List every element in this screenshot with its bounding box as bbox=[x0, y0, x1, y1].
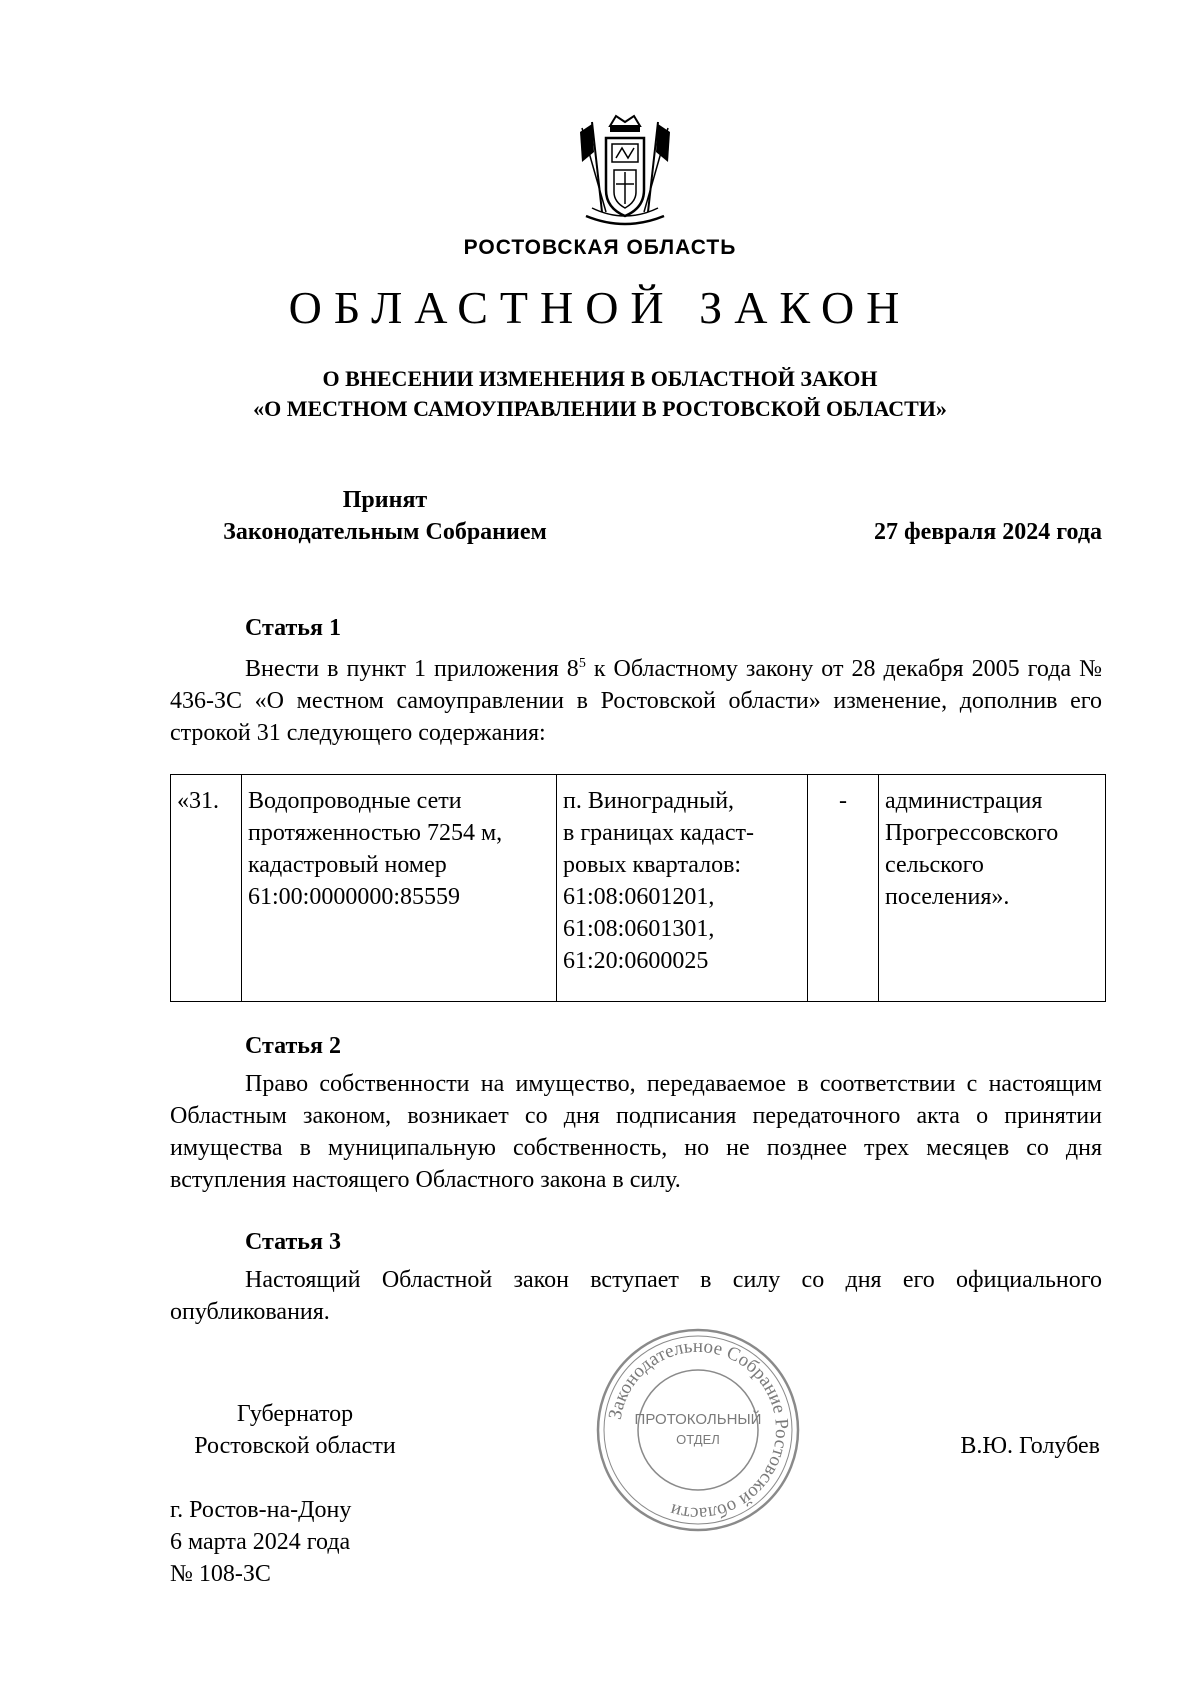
dash-value: - bbox=[839, 788, 847, 814]
table-cell-dash bbox=[808, 775, 879, 1002]
law-number: № 108-ЗС bbox=[170, 1561, 271, 1587]
cell-line: п. Виноградный, bbox=[563, 788, 735, 814]
stamp-center-text: ПРОТОКОЛЬНЫЙ bbox=[634, 1411, 762, 1428]
cell-line: Прогрессовского bbox=[885, 820, 1059, 846]
cell-line: кадастровый номер bbox=[248, 852, 447, 878]
cell-line: администрация bbox=[885, 788, 1043, 814]
table-cell-object bbox=[242, 775, 557, 1002]
table-cell-number bbox=[171, 775, 242, 1002]
position-line: Губернатор bbox=[236, 1401, 354, 1427]
cell-line: протяженностью 7254 м, bbox=[248, 820, 503, 846]
official-stamp bbox=[594, 1326, 802, 1534]
cell-line: 61:08:0601301, bbox=[563, 916, 715, 942]
signatory-name: В.Ю. Голубев bbox=[960, 1433, 1100, 1459]
stamp-center-text: ОТДЕЛ bbox=[676, 1432, 720, 1447]
region-name: РОСТОВСКАЯ ОБЛАСТЬ bbox=[463, 236, 737, 259]
adoption-line: Законодательным Собранием bbox=[223, 519, 547, 545]
cell-line: ровых кварталов: bbox=[563, 852, 742, 878]
stamp-center-ring bbox=[638, 1370, 758, 1490]
law-subtitle bbox=[0, 364, 1200, 424]
article-1-text bbox=[170, 648, 1102, 749]
article-3-text: Настоящий Областной закон вступает в силу со дня его официального опубликования. bbox=[170, 1267, 1102, 1325]
position-line: Ростовской области bbox=[194, 1433, 396, 1459]
cell-line: Водопроводные сети bbox=[248, 788, 462, 814]
table-row bbox=[171, 775, 1106, 1002]
adoption-date: 27 февраля 2024 года bbox=[874, 519, 1102, 545]
article-2-text: Право собственности на имущество, передаваемое в соответствии с настоящим Областным законом, возникает со дня подписания передаточного акта о принятии имущества в муниципальную собственность, но не позднее трех месяцев со дня вступления настоящего Областного закона в силу. bbox=[170, 1071, 1102, 1193]
row-number: «31. bbox=[177, 788, 219, 814]
subtitle-line: О ВНЕСЕНИИ ИЗМЕНЕНИЯ В ОБЛАСТНОЙ ЗАКОН bbox=[322, 366, 878, 391]
cell-line: 61:08:0601201, bbox=[563, 884, 715, 910]
stamp-outer-ring bbox=[598, 1330, 798, 1530]
signatory-position bbox=[160, 1398, 430, 1462]
cell-line: сельского bbox=[885, 852, 984, 878]
amendment-table bbox=[170, 774, 1106, 1002]
article-1-text-part: Внести в пункт 1 приложения 8 bbox=[245, 656, 579, 682]
article-1-text-part: к Областному закону от 28 декабря 2005 года № 436-ЗС «О местном самоуправлении в Ростовской области» изменение, дополнив его строкой 31 следующего содержания: bbox=[170, 656, 1103, 746]
place-date-number bbox=[170, 1494, 351, 1590]
table-cell-recipient bbox=[879, 775, 1106, 1002]
adoption-line: Принят bbox=[342, 487, 428, 513]
cell-line: 61:00:0000000:85559 bbox=[248, 884, 461, 910]
article-2-title: Статья 2 bbox=[245, 1033, 341, 1059]
place-city: г. Ростов-на-Дону bbox=[170, 1497, 352, 1523]
coat-of-arms-icon bbox=[572, 112, 678, 232]
article-1-title: Статья 1 bbox=[245, 615, 341, 641]
cell-line: в границах кадаст- bbox=[563, 820, 754, 846]
superscript: 5 bbox=[578, 656, 586, 671]
article-3-title: Статья 3 bbox=[245, 1229, 341, 1255]
cell-line: поселения». bbox=[885, 884, 1010, 910]
cell-line: 61:20:0600025 bbox=[563, 948, 709, 974]
table-cell-location bbox=[557, 775, 808, 1002]
law-type-title: ОБЛАСТНОЙ ЗАКОН bbox=[288, 282, 912, 333]
stamp-ring-text: Законодательное Собрание Ростовской области bbox=[604, 1335, 793, 1525]
subtitle-line: «О МЕСТНОМ САМОУПРАВЛЕНИИ В РОСТОВСКОЙ ОБЛАСТИ» bbox=[253, 396, 947, 421]
adoption-block bbox=[160, 484, 610, 548]
place-date: 6 марта 2024 года bbox=[170, 1529, 351, 1555]
